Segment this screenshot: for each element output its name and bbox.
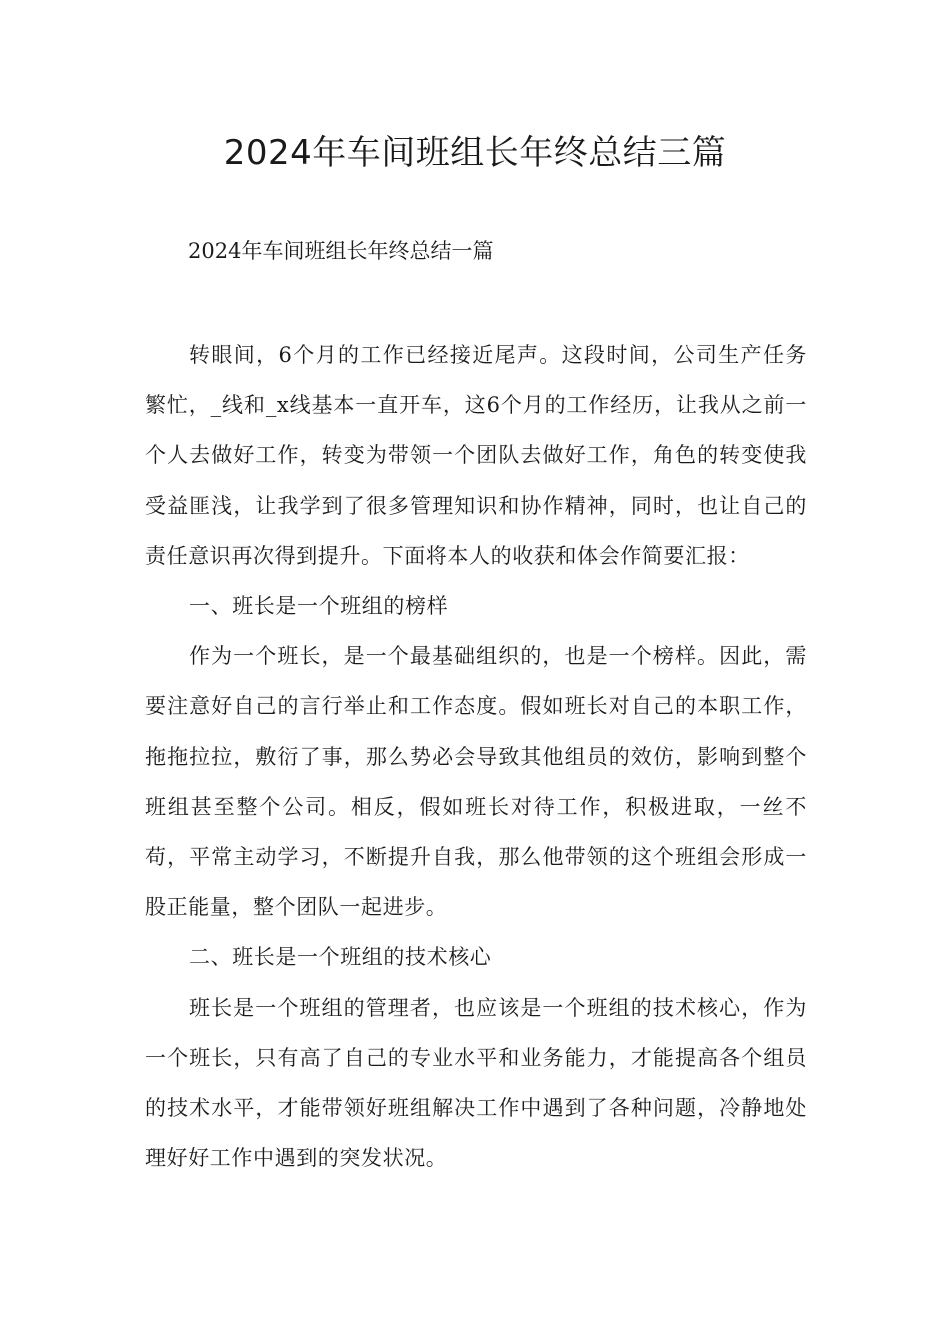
document-body	[145, 330, 807, 1183]
paragraph-section-1: 作为一个班长，是一个最基础组织的，也是一个榜样。因此，需要注意好自己的言行举止和工作态度。假如班长对自己的本职工作，拖拖拉拉，敷衍了事，那么势必会导致其他组员的效仿，影响到整个班组甚至整个公司。相反，假如班长对待工作，积极进取，一丝不苟，平常主动学习，不断提升自我，那么他带领的这个班组会形成一股正能量，整个团队一起进步。	[145, 644, 807, 920]
section-heading-2: 二、班长是一个班组的技术核心	[189, 945, 492, 970]
paragraph-section-2: 班长是一个班组的管理者，也应该是一个班组的技术核心，作为一个班长，只有高了自己的专业水平和业务能力，才能提高各个组员的技术水平，才能带领好班组解决工作中遇到了各种问题，冷静地处理好好工作中遇到的突发状况。	[145, 995, 807, 1171]
document-subtitle: 2024年车间班组长年终总结一篇	[188, 239, 494, 263]
document-title: 2024年车间班组长年终总结三篇	[223, 133, 727, 173]
paragraph-intro: 转眼间，6个月的工作已经接近尾声。这段时间，公司生产任务繁忙，_线和_x线基本一直开车，这6个月的工作经历，让我从之前一个人去做好工作，转变为带领一个团队去做好工作，角色的转变使我受益匪浅，让我学到了很多管理知识和协作精神，同时，也让自己的责任意识再次得到提升。下面将本人的收获和体会作简要汇报：	[145, 343, 807, 568]
section-heading-1: 一、班长是一个班组的榜样	[189, 594, 449, 619]
